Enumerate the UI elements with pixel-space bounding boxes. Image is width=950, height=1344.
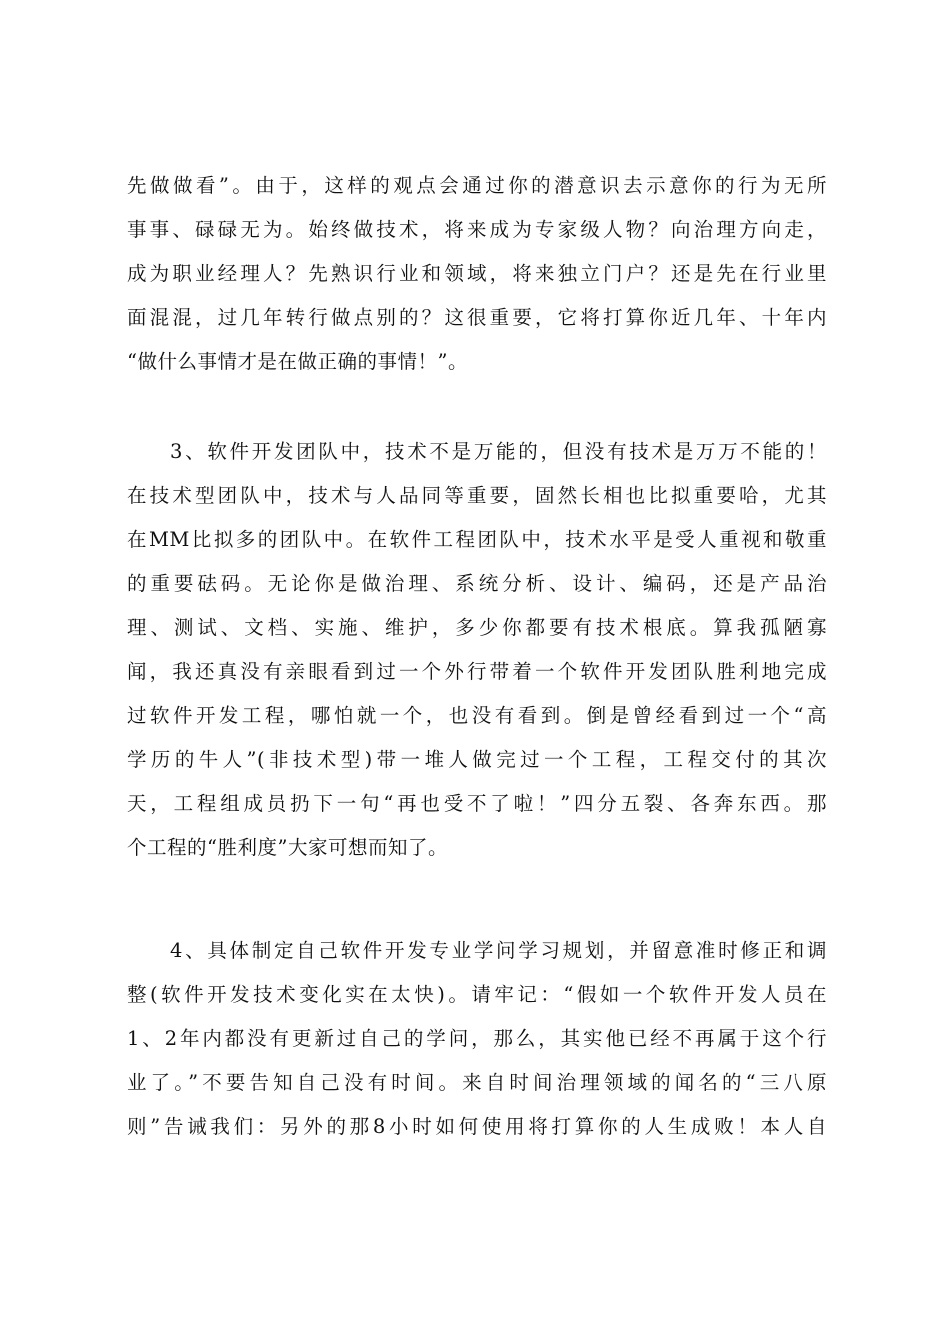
text-line: 业了。”不要告知自己没有时间。来自时间治理领域的闻名的“三八原 xyxy=(127,1071,827,1094)
text-line: 则”告诫我们：另外的那8小时如何使用将打算你的人生成败！本人自 xyxy=(127,1115,827,1138)
text-line: 成为职业经理人？先熟识行业和领域，将来独立门户？还是先在行业里 xyxy=(127,262,827,285)
text-line: 天，工程组成员扔下一句“再也受不了啦！”四分五裂、各奔东西。那 xyxy=(127,792,827,815)
text-line: 的重要砝码。无论你是做治理、系统分析、设计、编码，还是产品治 xyxy=(127,572,827,595)
text-line: 个工程的“胜利度”大家可想而知了。 xyxy=(127,836,448,859)
text-line: 4、具体制定自己软件开发专业学问学习规划，并留意准时修正和调 xyxy=(170,939,827,962)
text-line: 1、2年内都没有更新过自己的学问，那么，其实他已经不再属于这个行 xyxy=(127,1027,827,1050)
paragraph-continued xyxy=(127,164,827,384)
text-line: 整(软件开发技术变化实在太快)。请牢记：“假如一个软件开发人员在 xyxy=(127,983,827,1006)
text-line: 在MM比拟多的团队中。在软件工程团队中，技术水平是受人重视和敬重 xyxy=(127,528,827,551)
text-line: 3、软件开发团队中，技术不是万能的，但没有技术是万万不能的！ xyxy=(170,440,827,463)
text-line: 闻，我还真没有亲眼看到过一个外行带着一个软件开发团队胜利地完成 xyxy=(127,660,827,683)
text-line: 先做做看”。由于，这样的观点会通过你的潜意识去示意你的行为无所 xyxy=(127,174,827,197)
text-line: 理、测试、文档、实施、维护，多少你都要有技术根底。算我孤陋寡 xyxy=(127,616,827,639)
text-line: 事事、碌碌无为。始终做技术，将来成为专家级人物？向治理方向走， xyxy=(127,218,827,241)
text-line: 面混混，过几年转行做点别的？这很重要，它将打算你近几年、十年内 xyxy=(127,306,827,329)
text-line: 学历的牛人”(非技术型)带一堆人做完过一个工程，工程交付的其次 xyxy=(127,748,827,771)
paragraph-4 xyxy=(127,929,827,1149)
text-line: 在技术型团队中，技术与人品同等重要，固然长相也比拟重要哈，尤其 xyxy=(127,484,827,507)
text-line: “做什么事情才是在做正确的事情！”。 xyxy=(127,350,468,373)
text-line: 过软件开发工程，哪怕就一个，也没有看到。倒是曾经看到过一个“高 xyxy=(127,704,827,727)
paragraph-3 xyxy=(127,430,827,870)
